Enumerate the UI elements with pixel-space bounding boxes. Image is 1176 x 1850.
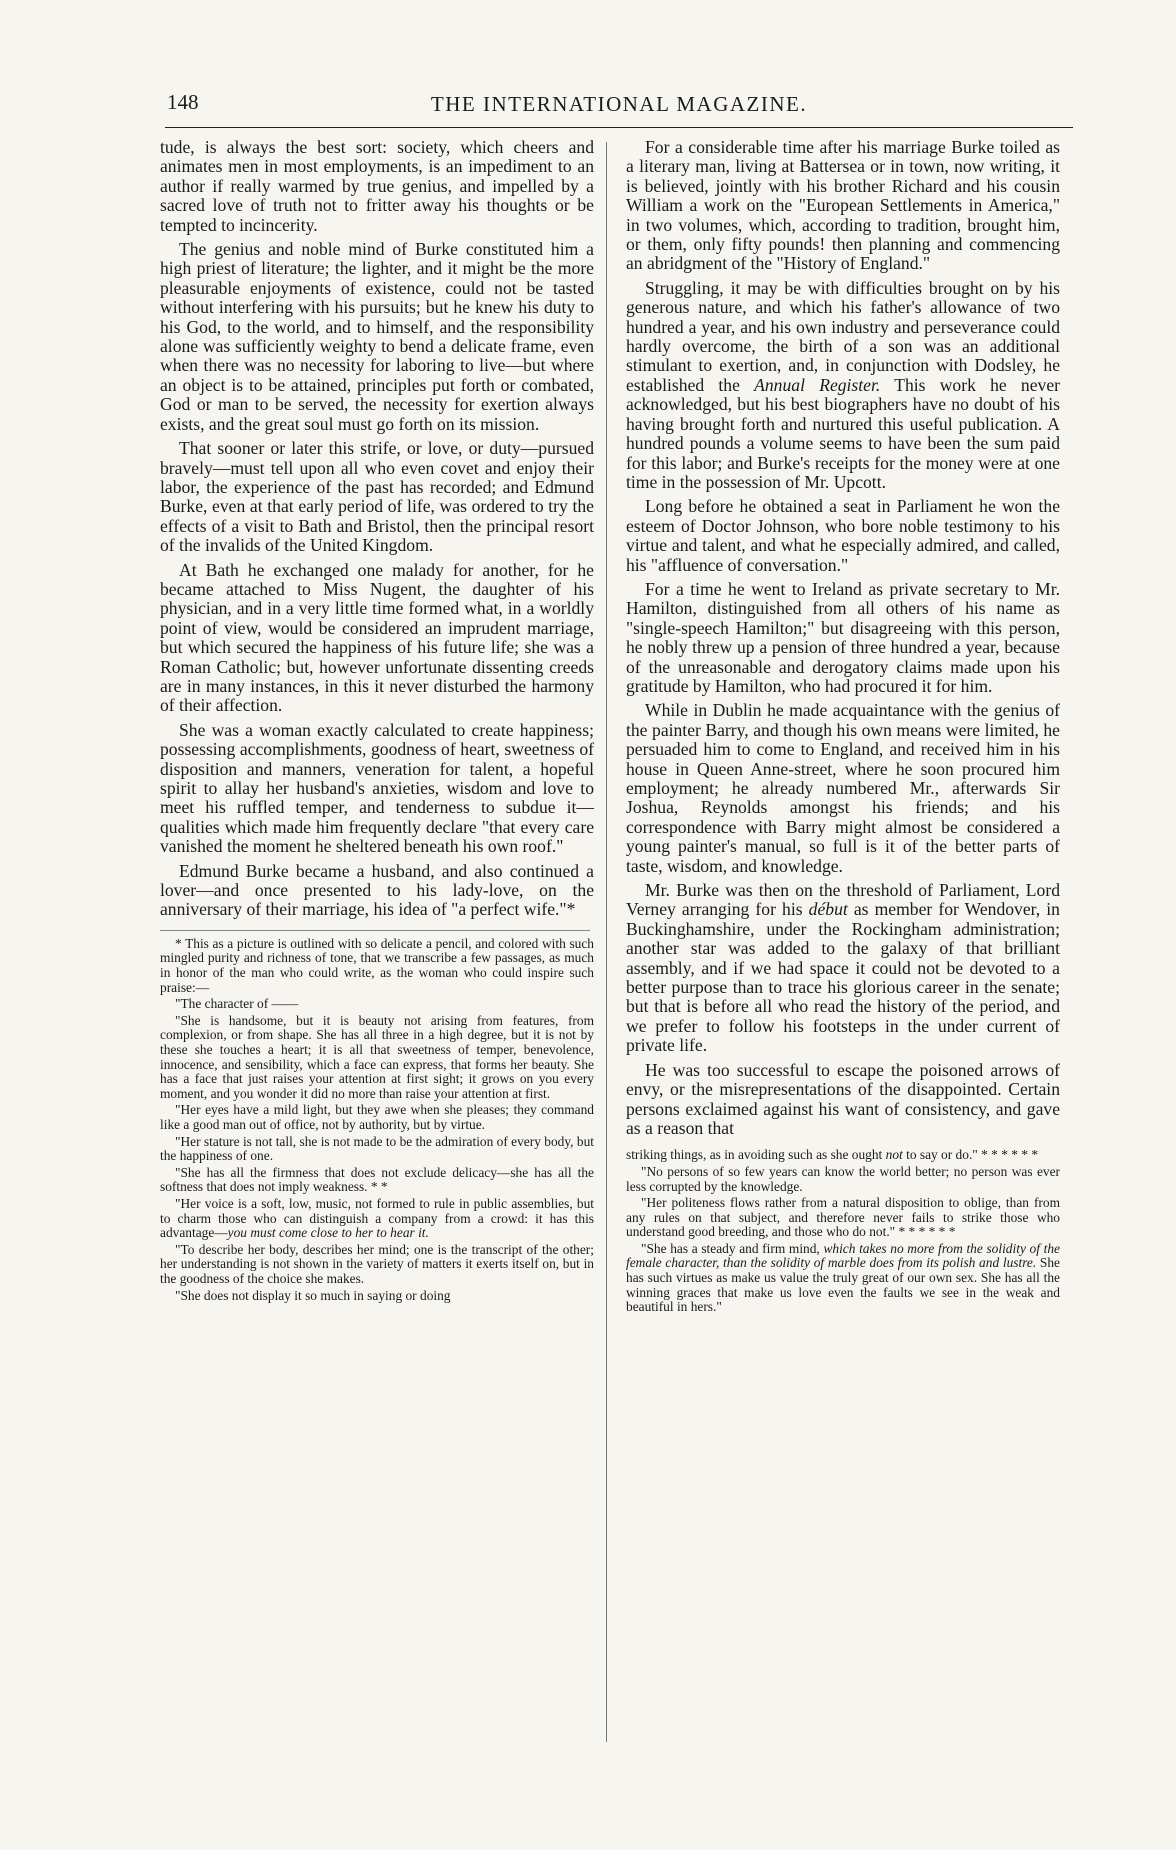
left-paragraph-1: tude, is always the best sort: society, which cheers and animates men in most employments, is an impediment to an author if really warmed by true genius, and impelled by a sacred love of truth not to fritter away his thoughts or be tempted to incincerity.: [160, 137, 594, 235]
paragraph-text: as member for Wendover, in Buckinghamshire, under the Rockingham administration; another star was added to the galaxy of that brilliant assembly, and if we had space it could not be devoted to a better purpose than to trace his glorious career in the senate; but that is before all who read the history of the period, and we prefer to follow his footsteps in the under current of private life.: [626, 899, 1060, 1056]
right-column: [626, 138, 1060, 1315]
right-body-text: [626, 138, 1060, 1138]
right-paragraph-4: For a time he went to Ireland as private secretary to Mr. Hamilton, distinguished from all others of his name as "single-speech Hamilton;" but disagreeing with this person, he nobly threw up a pension of three hundred a year, because of the unreasonable and derogatory claims made upon his gratitude by Hamilton, who had procured it for him.: [626, 578, 1060, 696]
left-paragraph-3: That sooner or later this strife, or love, or duty—pursued bravely—must tell upon all who even covet and enjoy their labor, the experience of the past has recorded; and Edmund Burke, even at that early period of life, was ordered to try the effects of a visit to Bath and Bristol, then the principal resort of the invalids of the United Kingdom.: [160, 438, 594, 556]
footnote-paragraph: "The character of ——: [175, 996, 299, 1012]
footnote-paragraph: "She is handsome, but it is beauty not arising from features, from complexion, or from shape. She has all three in a high degree, but it is not by these she touches a heart; it is all that sweetness of temper, benevolence, innocence, and sensibility, which a face can express, that forms her beauty. She has a face that just raises your attention at first sight; it grows on you every moment, and you wonder it did no more than raise your attention at first.: [160, 1012, 594, 1101]
left-paragraph-6: Edmund Burke became a husband, and also continued a lover—and once presented to his lady-love, on the anniversary of their marriage, his idea of "a perfect wife."*: [160, 860, 594, 920]
footnote-paragraph: "No persons of so few years can know the world better; no person was ever less corrupted by the knowledge.: [626, 1163, 1060, 1194]
footnote-paragraph: "She has all the firmness that does not exclude delicacy—she has all the softness that does not imply weakness. * *: [160, 1164, 594, 1195]
footnote-paragraph: "She does not display it so much in saying or doing: [175, 1287, 451, 1303]
header-rule: [165, 127, 1073, 128]
right-paragraph-5: While in Dublin he made acquaintance with the genius of the painter Barry, and though his own means were limited, he persuaded him to come to England, and received him in his house in Queen Anne-street, where he soon procured him employment; he already numbered Mr., afterwards Sir Joshua, Reynolds amongst his friends; and his correspondence with Barry might almost be considered a young painter's manual, so full is it of the better parts of taste, wisdom, and knowledge.: [626, 700, 1060, 876]
footnote-italic-text: you must come close to her to hear it.: [227, 1225, 429, 1241]
page-number: 148: [167, 90, 199, 114]
left-paragraph-5: She was a woman exactly calculated to create happiness; possessing accomplishments, goodness of heart, sweetness of disposition and manners, veneration for talent, a hopeful spirit to allay her husband's anxieties, wisdom and love to meet his ruffled temper, and tenderness to subdue it—qualities which made him frequently declare "that every care vanished the moment he sheltered beneath his own roof.": [160, 719, 594, 857]
right-paragraph-7: He was too successful to escape the poisoned arrows of envy, or the misrepresentations of the disappointed. Certain persons exclaimed against his want of consistency, and gave as a reason that: [626, 1059, 1060, 1138]
left-footnote: [160, 937, 594, 1303]
footnote-italic-text: which takes no more from the solidity of the female character, than the solidity of marble does from its polish and lustre.: [626, 1240, 1060, 1271]
publication-title: Annual Register.: [754, 374, 881, 395]
left-paragraph-2: The genius and noble mind of Burke constituted him a high priest of literature; the lighter, and it might be the more pleasurable enjoyments of existence, could not be tasted without interfering with his pursuits; but he knew his duty to his God, to the world, and to himself, and the responsibility alone was sufficiently weighty to bend a delicate frame, even when there was no necessity for laboring to live—but where an object is to be attained, principles put forth or combated, God or man to be served, the necessity for exertion always exists, and the great soul must go forth on its mission.: [160, 239, 594, 434]
italic-word: début: [808, 899, 848, 920]
page-header: [165, 88, 1073, 122]
right-paragraph-2: [626, 279, 1060, 492]
right-paragraph-6: [626, 881, 1060, 1056]
footnote-paragraph: [626, 1242, 1060, 1315]
footnote-paragraph: "Her eyes have a mild light, but they awe when she pleases; they command like a good man out of office, not by authority, but by virtue.: [160, 1102, 594, 1132]
paragraph-text: This work he never acknowledged, but his best biographers have no doubt of his having brought forth and nurtured this useful publication. A hundred pounds a volume seems to have been the sum paid for this labor; and Burke's receipts for the money were at one time in the possession of Mr. Upcott.: [626, 374, 1061, 492]
column-divider: [606, 142, 607, 1742]
left-column: [160, 138, 594, 1303]
right-footnote: [626, 1148, 1060, 1315]
paragraph-text: Struggling, it may be with difficulties brought on by his generous nature, and which his father's allowance of two hundred a year, and his own industry and perseverance could hardly overcome, the birth of a son was an additional stimulant to exertion, and, in conjunction with Dodsley, he established the: [626, 277, 1060, 395]
footnote-intro: * This as a picture is outlined with so delicate a pencil, and colored with such mingled purity and richness of tone, that we transcribe a few passages, as much in honor of the man who could write, as the woman who could inspire such praise:—: [160, 935, 594, 995]
footnote-text: striking things, as in avoiding such as she ought: [626, 1147, 886, 1163]
footnote-paragraph: "To describe her body, describes her mind; one is the transcript of the other; her understanding is not shown in the variety of matters it exerts itself on, but in the goodness of the choice she makes.: [160, 1241, 594, 1286]
left-body-text: [160, 138, 594, 920]
footnote-italic-text: not: [885, 1147, 903, 1163]
running-title: THE INTERNATIONAL MAGAZINE.: [430, 92, 808, 116]
right-paragraph-1: For a considerable time after his marriage Burke toiled as a literary man, living at Battersea or in town, now writing, it is believed, jointly with his brother Richard and his cousin William a work on the "European Settlements in America," in two volumes, which, according to tradition, brought him, or them, only fifty pounds! then planning and commencing an abridgment of the "History of England.": [626, 137, 1060, 274]
footnote-text: to say or do." * * * * * *: [902, 1147, 1039, 1163]
footnote-text: "Her voice is a soft, low, music, not formed to rule in public assemblies, but to charm those who can distinguish a company from a crowd: it has this advantage—: [160, 1195, 594, 1241]
left-paragraph-4: At Bath he exchanged one malady for another, for he became attached to Miss Nugent, the daughter of his physician, and in a very little time formed what, in a worldly point of view, would be considered an imprudent marriage, but which secured the happiness of his future life; she was a Roman Catholic; but, however unfortunate dissenting creeds are in many instances, in this it never disturbed the harmony of their affection.: [160, 559, 594, 716]
footnote-rule: [160, 930, 590, 931]
footnote-paragraph: [626, 1148, 1060, 1163]
footnote-paragraph: [160, 1197, 594, 1241]
right-paragraph-3: Long before he obtained a seat in Parliament he won the esteem of Doctor Johnson, who bore noble testimony to his virtue and talent, and what he especially admired, and called, his "affluence of conversation.": [626, 496, 1060, 575]
paragraph-text: Mr. Burke was then on the threshold of Parliament, Lord Verney arranging for his: [626, 880, 1060, 920]
footnote-text: She has such virtues as make us value the truly great of our own sex. She has all the winning graces that make us love even the faults we see in the weak and beautiful in hers.": [626, 1255, 1060, 1315]
footnote-text: "She has a steady and firm mind,: [641, 1240, 824, 1256]
footnote-paragraph: "Her stature is not tall, she is not made to be the admiration of every body, but the happiness of one.: [160, 1133, 594, 1164]
footnote-paragraph: "Her politeness flows rather from a natural disposition to oblige, than from any rules on that subject, and therefore never fails to strike those who understand good breeding, and those who do not." * * * * * *: [626, 1195, 1060, 1240]
